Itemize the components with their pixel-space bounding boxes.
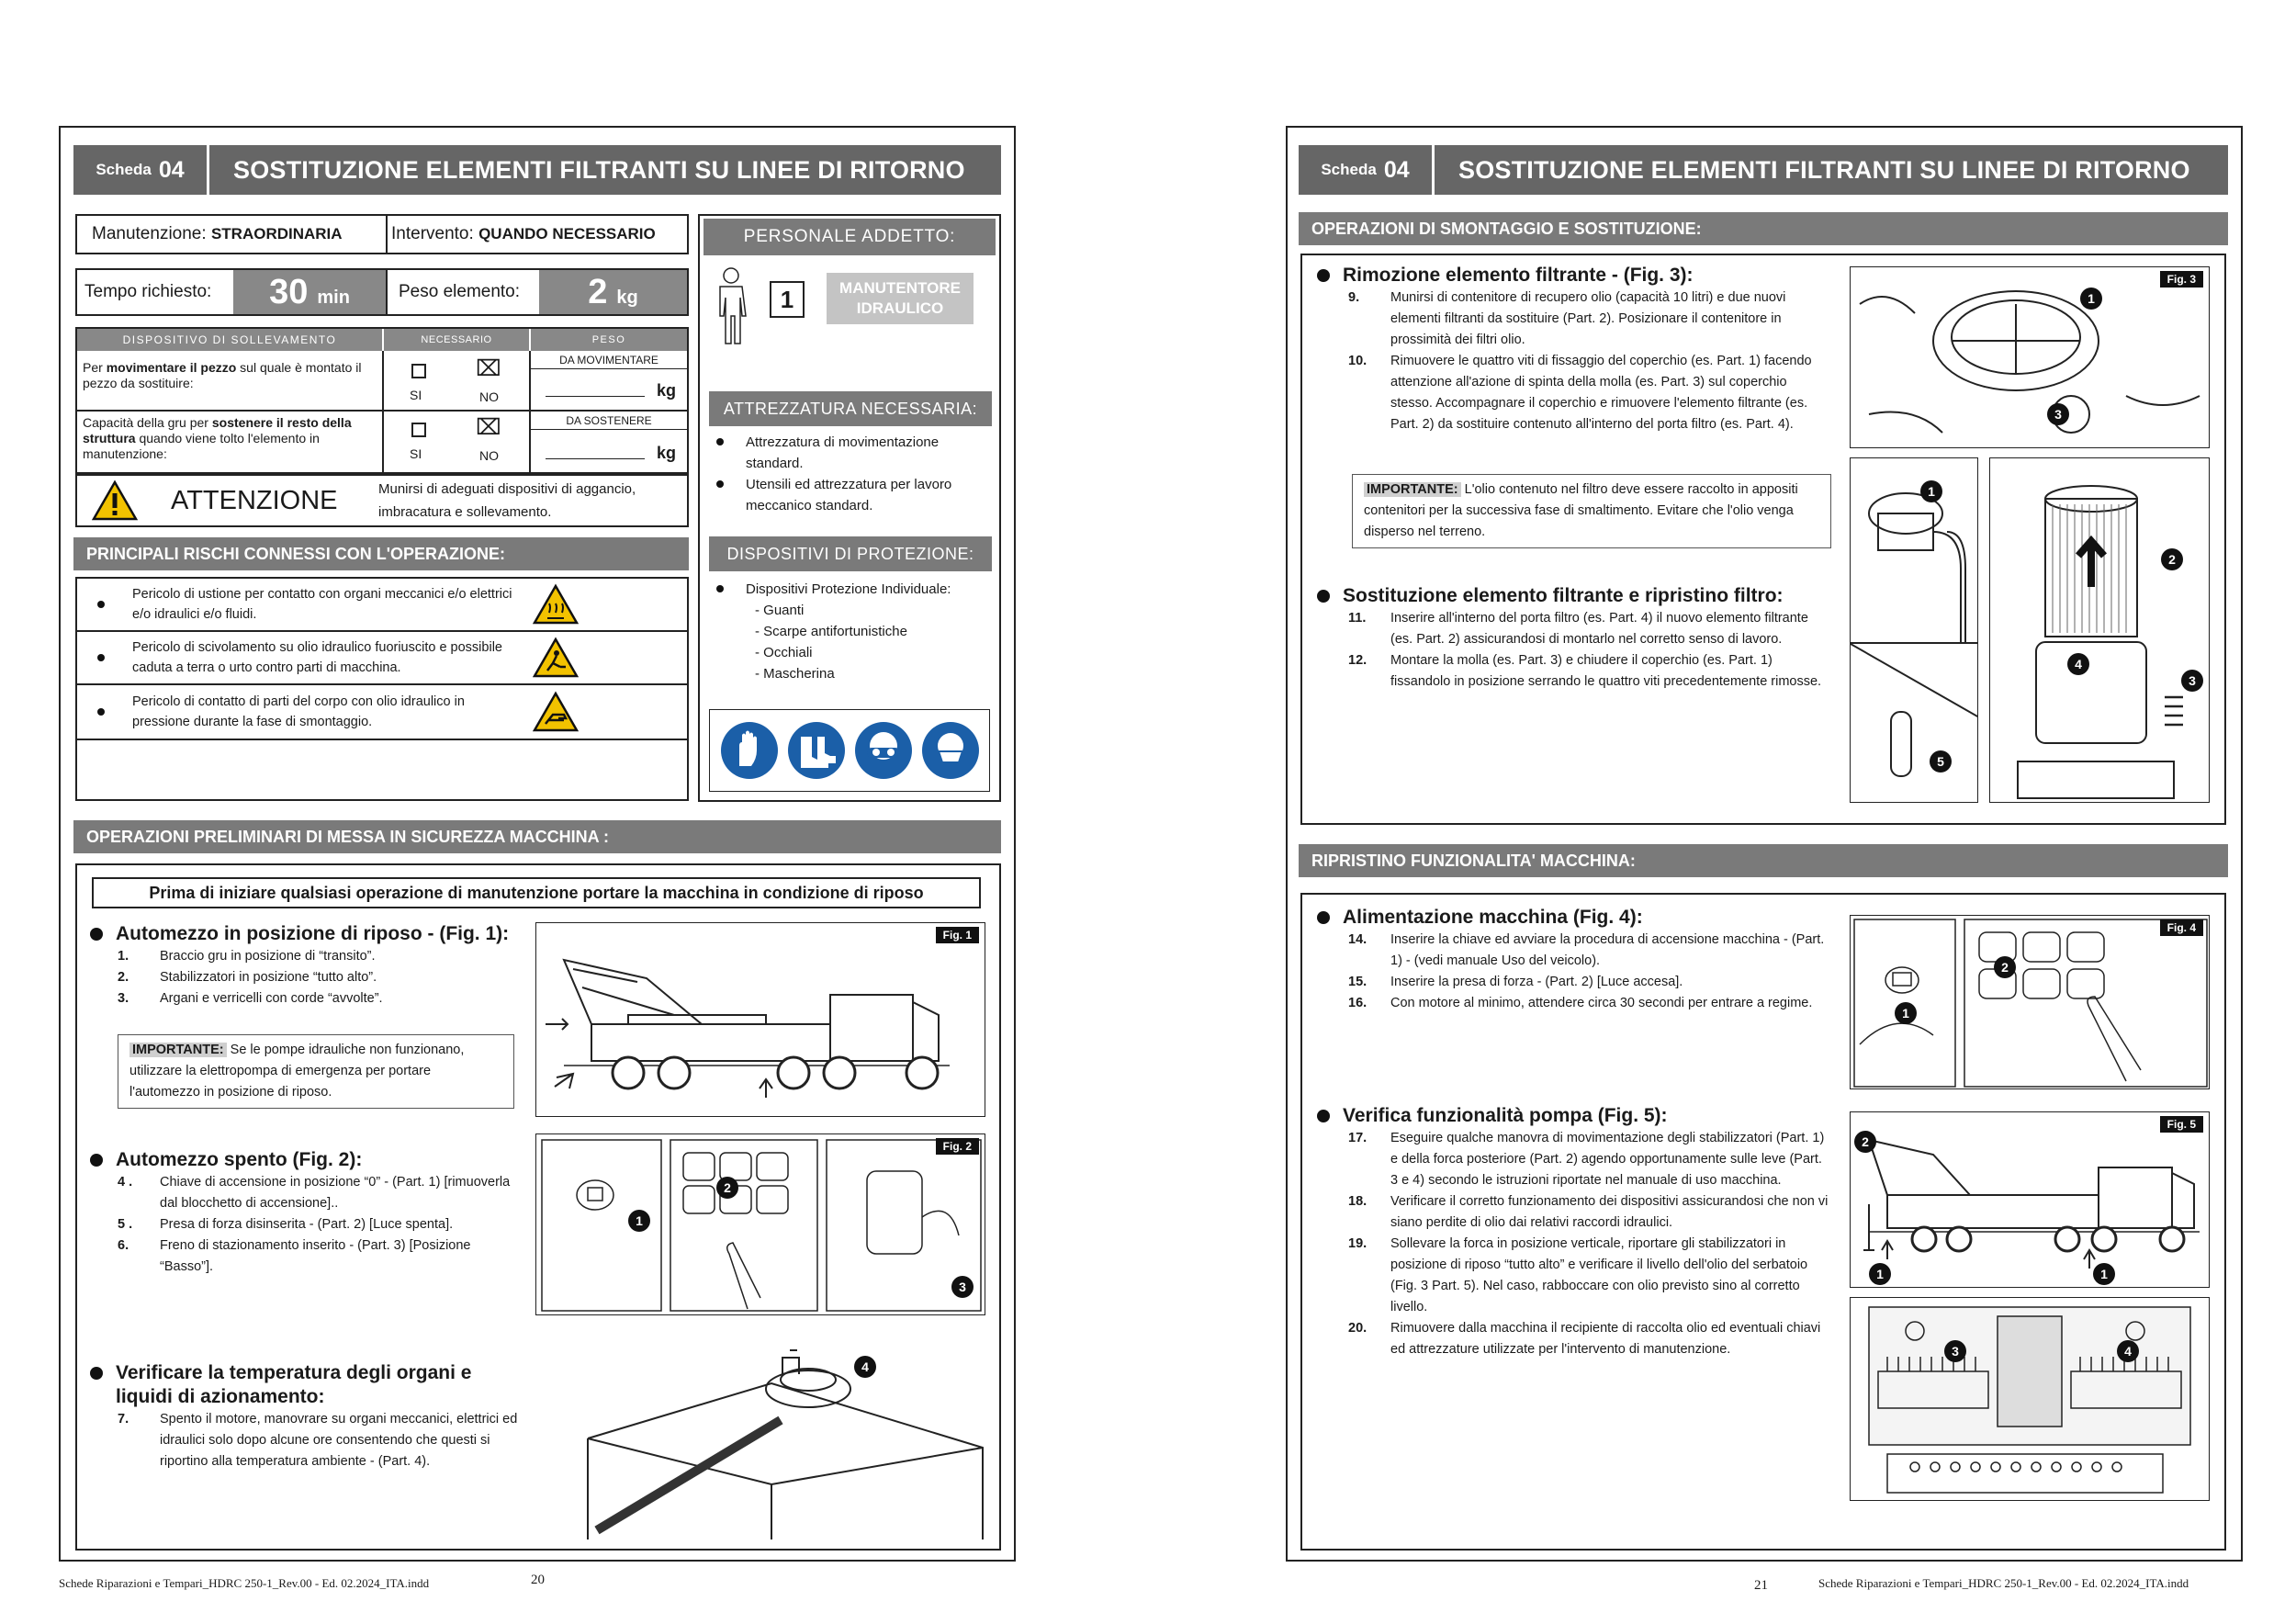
attrezzatura-item: Utensili ed attrezzatura per lavoro meccanico standard. <box>716 474 992 516</box>
check-necessario-1[interactable]: ⌧ SI NO <box>384 351 531 410</box>
figure-3: Fig. 3 1 3 <box>1850 266 2210 448</box>
section-verifica: Verifica funzionalità pompa (Fig. 5): 17. Eseguire qualche manovra di movimentazione degli stabilizzatori (Part. 1) e della forca posteriore (Part. 2) agendo opportunamente sulle leve (Part. 3 e 4) secondo le istruzioni riportate nel manuale di uso macchina. 18. Verificare il corretto funzionamento dei dispositivi assicurandosi che non vi siano perdite di olio dai relativi raccordi idraulici. 19. Sollevare la forca in posizione verticale, riportare gli stabilizzatori in posizione di riposo “tutto alto” e verificare il livello dell'olio del serbatoio (Fig. 3 Part. 5). Nel caso, rabboccare con olio previsto sino al corretto livello. 20. Rimuovere dalla macchina il recipiente di raccolta olio ed eventuali chiavi ed attrezzature utilizzate per l'intervento di manutenzione. <box>1317 1104 1831 1360</box>
page-title: SOSTITUZIONE ELEMENTI FILTRANTI SU LINEE DI RITORNO <box>1458 155 2190 184</box>
figure-tank: 4 <box>579 1337 988 1541</box>
section-riposo: Automezzo in posizione di riposo - (Fig. 1): 1. Braccio gru in posizione di “transito”. 2. Stabilizzatori in posizione “tutto alto”. 3. Argani e verricelli con corde “avvolte”. <box>90 922 531 1009</box>
section-sostituzione: Sostituzione elemento filtrante e ripristino filtro: 11. Inserire all'interno del porta filtro (es. Part. 4) il nuovo elemento filtrante (es. Part. 2) assicurandosi di montarlo nel corretto senso di lavoro. 12. Montare la molla (es. Part. 3) e chiudere il coperchio (es. Part. 1) fissandolo in posizione serrando le quattro viti precedentemente rimosse. <box>1317 584 1831 693</box>
step-item: 7. Spento il motore, manovrare su organi meccanici, elettrici ed idraulici solo dopo alcune ore consentendo che questi si riportino alla temperatura ambiente - (Part. 4). <box>118 1412 518 1469</box>
step-item: 16. Con motore al minimo, attendere circa 30 secondi per entrare a regime. <box>1348 996 1813 1010</box>
step-item: 3. Argani e verricelli con corde “avvolte”. <box>118 991 383 1006</box>
personale-count: 1 <box>770 281 805 318</box>
step-item: 18. Verificare il corretto funzionamento dei dispositivi assicurandosi che non vi siano perdite di olio dai relativi raccordi idraulici. <box>1348 1194 1829 1230</box>
step-item: 20. Rimuovere dalla macchina il recipiente di raccolta olio ed eventuali chiavi ed attrezzature utilizzate per l'intervento di manutenzione. <box>1348 1321 1821 1357</box>
protezione-title: DISPOSITIVI DI PROTEZIONE: <box>709 536 992 571</box>
riposo-banner: Prima di iniziare qualsiasi operazione di manutenzione portare la macchina in condizione di riposo <box>92 877 981 908</box>
step-item: 12. Montare la molla (es. Part. 3) e chiudere il coperchio (es. Part. 1) fissandolo in posizione serrando le quattro viti precedentemente rimosse. <box>1348 653 1822 689</box>
page-number-right: 21 <box>1754 1578 1768 1593</box>
burn-hazard-icon <box>533 583 579 626</box>
page-title: SOSTITUZIONE ELEMENTI FILTRANTI SU LINEE DI RITORNO <box>233 155 965 184</box>
row-movimentare: Per movimentare il pezzo sul quale è montato il pezzo da sostituire: <box>77 351 384 410</box>
manutenzione-cell: Manutenzione: STRAORDINARIA <box>75 214 388 254</box>
col-dispositivo: DISPOSITIVO DI SOLLEVAMENTO <box>77 329 384 351</box>
step-item: 19. Sollevare la forca in posizione verticale, riportare gli stabilizzatori in posizione di riposo “tutto alto” e verificare il livello dell'olio del serbatoio (Fig. 3 Part. 5). Nel caso, rabboccare con olio previsto sino al corretto livello. <box>1348 1236 1808 1314</box>
ripristino-title: RIPRISTINO FUNZIONALITA' MACCHINA: <box>1299 844 2228 877</box>
footer-file-left: Schede Riparazioni e Tempari_HDRC 250-1_Rev.00 - Ed. 02.2024_ITA.indd <box>59 1576 430 1590</box>
personale-title: PERSONALE ADDETTO: <box>703 219 996 255</box>
figure-level-gauge: 5 <box>1850 643 1978 803</box>
warning-icon <box>92 479 138 522</box>
rischio-row: Pericolo di ustione per contatto con organi meccanici e/o elettrici e/o idraulici e/o fluidi. <box>77 579 687 632</box>
figure-filter-element: 2 4 3 <box>1989 457 2210 803</box>
attenzione-label: ATTENZIONE <box>171 485 338 515</box>
section-temperatura: Verificare la temperatura degli organi e liquidi di azionamento: 7. Spento il motore, manovrare su organi meccanici, elettrici ed idraulici solo dopo alcune ore consentendo che questi si riportino alla temperatura ambiente - (Part. 4). <box>90 1361 522 1472</box>
figure-4: Fig. 4 1 2 <box>1850 915 2210 1089</box>
tank-illustration <box>579 1337 988 1541</box>
slip-hazard-icon <box>533 637 579 679</box>
rischi-table <box>75 577 689 801</box>
gloves-icon <box>719 720 780 781</box>
step-item: 10. Rimuovere le quattro viti di fissaggio del coperchio (es. Part. 1) facendo attenzione all'azione di spinta della molla (es. Part. 3) sul coperchio stesso. Accompagnare il coperchio e rimuovere l'elemento filtrante (es. Part. 2) da sostituire contenuto all'interno del porta filtro (es. Part. 4). <box>1348 354 1812 432</box>
step-item: 2. Stabilizzatori in posizione “tutto alto”. <box>118 970 377 985</box>
personale-role: MANUTENTORE IDRAULICO <box>827 273 974 324</box>
section-rimozione: Rimozione elemento filtrante - (Fig. 3): 9. Munirsi di contenitore di recupero olio (capacità 10 litri) e due nuovi elementi filtranti da sostituire (Part. 2). Posizionare il contenitore in prossimità dei filtri olio. 10. Rimuovere le quattro viti di fissaggio del coperchio (es. Part. 1) facendo attenzione all'azione di spinta della molla (es. Part. 3) sul coperchio stesso. Accompagnare il coperchio e rimuovere l'elemento filtrante (es. Part. 2) da sostituire contenuto all'interno del porta filtro (es. Part. 4). <box>1317 264 1831 435</box>
filter-element-illustration <box>1990 458 2210 803</box>
footer-file-right: Schede Riparazioni e Tempari_HDRC 250-1_Rev.00 - Ed. 02.2024_ITA.indd <box>1818 1576 2189 1590</box>
attenzione-box <box>75 474 689 527</box>
control-panel-illustration <box>1851 1298 2210 1501</box>
step-item: 9. Munirsi di contenitore di recupero olio (capacità 10 litri) e due nuovi elementi filtranti da sostituire (Part. 2). Posizionare il contenitore in prossimità dei filtri olio. <box>1348 290 1786 347</box>
peso-movimentare: DA MOVIMENTARE kg <box>531 351 687 410</box>
goggles-icon <box>853 720 914 781</box>
figure-filter-cover: 1 <box>1850 457 1978 643</box>
scheda-label: Scheda 04 <box>73 145 209 195</box>
peso-cell: Peso elemento: 2 kg <box>386 268 689 316</box>
tempo-cell: Tempo richiesto: 30 min <box>75 268 388 316</box>
smontaggio-title: OPERAZIONI DI SMONTAGGIO E SOSTITUZIONE: <box>1299 212 2228 245</box>
person-icon <box>713 266 749 349</box>
step-item: 1. Braccio gru in posizione di “transito”. <box>118 949 376 964</box>
left-header <box>73 145 1001 195</box>
figure-1: Fig. 1 <box>535 922 985 1117</box>
attrezzatura-list <box>716 432 992 516</box>
important-note: IMPORTANTE: L'olio contenuto nel filtro deve essere raccolto in appositi contenitori per la successiva fase di smaltimento. Evitare che l'olio venga disperso nel terreno. <box>1352 474 1831 548</box>
hand-hazard-icon <box>533 691 579 733</box>
dashboard-illustration <box>536 1134 985 1315</box>
section-spento: Automezzo spento (Fig. 2): 4 . Chiave di accensione in posizione “0” - (Part. 1) [rimuoverla dal blocchetto di accensione].. 5 . Presa di forza disinserita - (Part. 2) [Luce spenta]. 6. Freno di stazionamento inserito - (Part. 3) [Posizione “Basso”]. <box>90 1148 522 1278</box>
check-necessario-2[interactable]: ⌧ SI NO <box>384 412 531 472</box>
step-item: 6. Freno di stazionamento inserito - (Part. 3) [Posizione “Basso”]. <box>118 1238 471 1274</box>
col-peso: PESO <box>591 334 626 345</box>
filter-head-illustration <box>1851 458 1978 643</box>
preliminari-title: OPERAZIONI PRELIMINARI DI MESSA IN SICUREZZA MACCHINA : <box>73 820 1001 853</box>
rischi-title: PRINCIPALI RISCHI CONNESSI CON L'OPERAZIONE: <box>73 537 689 570</box>
section-alimentazione: Alimentazione macchina (Fig. 4): 14. Inserire la chiave ed avviare la procedura di accensione macchina - (Part. 1) - (vedi manuale Uso del veicolo). 15. Inserire la presa di forza - (Part. 2) [Luce accesa]. 16. Con motore al minimo, attendere circa 30 secondi per entrare a regime. <box>1317 906 1831 1014</box>
ppe-icons <box>709 709 990 792</box>
scheda-label: Scheda 04 <box>1299 145 1435 195</box>
step-item: 15. Inserire la presa di forza - (Part. 2) [Luce accesa]. <box>1348 975 1683 989</box>
attrezzatura-item: Attrezzatura di movimentazione standard. <box>716 432 992 474</box>
protezione-list: Dispositivi Protezione Individuale: - Guanti - Scarpe antifortunistiche - Occhiali - Mascherina <box>716 579 992 684</box>
truck-rear-illustration <box>1851 1112 2210 1288</box>
row-sostenere: Capacità della gru per sostenere il resto della struttura quando viene tolto l'elemento in manutenzione: <box>77 412 384 472</box>
mask-icon <box>920 720 981 781</box>
rischio-row: Pericolo di scivolamento su olio idraulico fuoriuscito e possibile caduta a terra o urto contro parti di macchina. <box>77 632 687 685</box>
figure-control-panel: 3 4 <box>1850 1297 2210 1501</box>
peso-sostenere: DA SOSTENERE kg <box>531 412 687 472</box>
figure-2: Fig. 2 1 2 3 <box>535 1133 985 1315</box>
filter-cover-illustration <box>1851 267 2210 448</box>
page-number-left: 20 <box>531 1573 545 1587</box>
rischio-row: Pericolo di contatto di parti del corpo con olio idraulico in pressione durante la fase di smontaggio. <box>77 685 687 740</box>
step-item: 17. Eseguire qualche manovra di movimentazione degli stabilizzatori (Part. 1) e della forca posteriore (Part. 2) agendo opportunamente sulle leve (Part. 3 e 4) secondo le istruzioni riportate nel manuale di uso macchina. <box>1348 1131 1825 1188</box>
intervento-cell: Intervento: QUANDO NECESSARIO <box>386 214 689 254</box>
step-item: 11. Inserire all'interno del porta filtro (es. Part. 4) il nuovo elemento filtrante (es. Part. 2) assicurandosi di montarlo nel corretto senso di lavoro. <box>1348 611 1808 647</box>
right-header <box>1299 145 2228 195</box>
step-item: 14. Inserire la chiave ed avviare la procedura di accensione macchina - (Part. 1) - (vedi manuale Uso del veicolo). <box>1348 932 1825 968</box>
level-gauge-illustration <box>1851 644 1978 803</box>
attrezzatura-title: ATTREZZATURA NECESSARIA: <box>709 391 992 426</box>
dispositivo-table <box>75 327 689 474</box>
step-item: 4 . Chiave di accensione in posizione “0” - (Part. 1) [rimuoverla dal blocchetto di accensione].. <box>118 1175 511 1211</box>
figure-5: Fig. 5 2 1 1 <box>1850 1111 2210 1288</box>
truck-illustration <box>536 923 985 1117</box>
important-note: IMPORTANTE: Se le pompe idrauliche non funzionano, utilizzare la elettropompa di emergenza per portare l'automezzo in posizione di riposo. <box>118 1034 514 1109</box>
step-item: 5 . Presa di forza disinserita - (Part. 2) [Luce spenta]. <box>118 1217 454 1232</box>
attenzione-text: Munirsi di adeguati dispositivi di aggancio, imbracatura e sollevamento. <box>378 481 636 520</box>
boots-icon <box>786 720 847 781</box>
col-necessario: NECESSARIO <box>384 329 531 351</box>
